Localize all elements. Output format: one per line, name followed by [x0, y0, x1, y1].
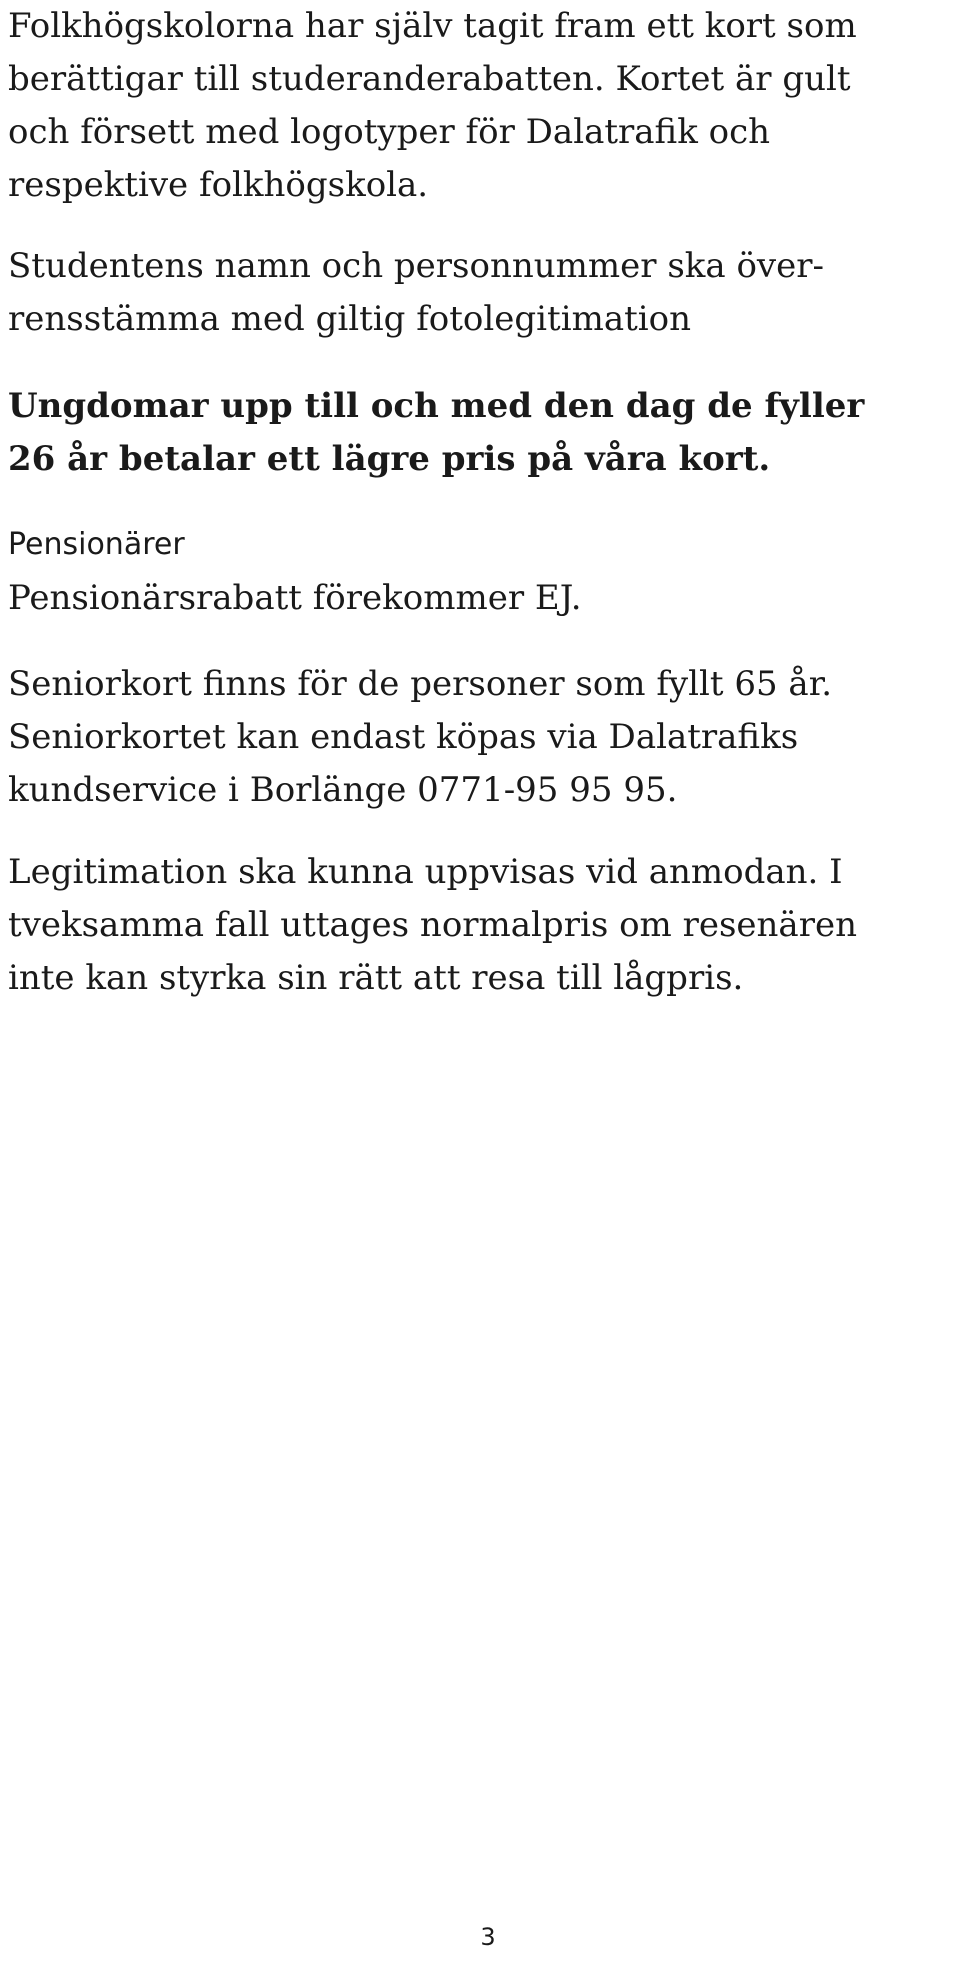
text-line: Studentens namn och personnummer ska över-	[8, 246, 824, 286]
section-heading-pensioners: Pensionärer	[8, 527, 185, 562]
text-line: Seniorkortet kan endast köpas via Dalatrafiks	[8, 717, 799, 757]
text-line: Legitimation ska kunna uppvisas vid anmodan. I	[8, 852, 843, 892]
paragraph-identification	[8, 846, 857, 1005]
paragraph-youth-discount	[8, 380, 864, 486]
text-line: Seniorkort finns för de personer som fyllt 65 år.	[8, 664, 833, 704]
text-line: och försett med logotyper för Dalatrafik och	[8, 112, 771, 152]
page-number: 3	[480, 1923, 496, 1951]
text-line: respektive folkhögskola.	[8, 165, 429, 205]
paragraph-student-card	[8, 0, 857, 212]
paragraph-pensioner-discount: Pensionärsrabatt förekommer EJ.	[8, 578, 582, 618]
text-line: 26 år betalar ett lägre pris på våra kort.	[8, 439, 771, 479]
paragraph-photo-id	[8, 240, 824, 346]
text-line: tveksamma fall uttages normalpris om resenären	[8, 905, 857, 945]
text-line: Folkhögskolorna har själv tagit fram ett kort som	[8, 6, 857, 46]
paragraph-senior-card	[8, 658, 832, 817]
text-line: rensstämma med giltig fotolegitimation	[8, 299, 691, 339]
text-line: berättigar till studeranderabatten. Kortet är gult	[8, 59, 851, 99]
text-line: kundservice i Borlänge 0771-95 95 95.	[8, 770, 678, 810]
text-line: Ungdomar upp till och med den dag de fyller	[8, 386, 865, 426]
text-line: inte kan styrka sin rätt att resa till lågpris.	[8, 958, 744, 998]
